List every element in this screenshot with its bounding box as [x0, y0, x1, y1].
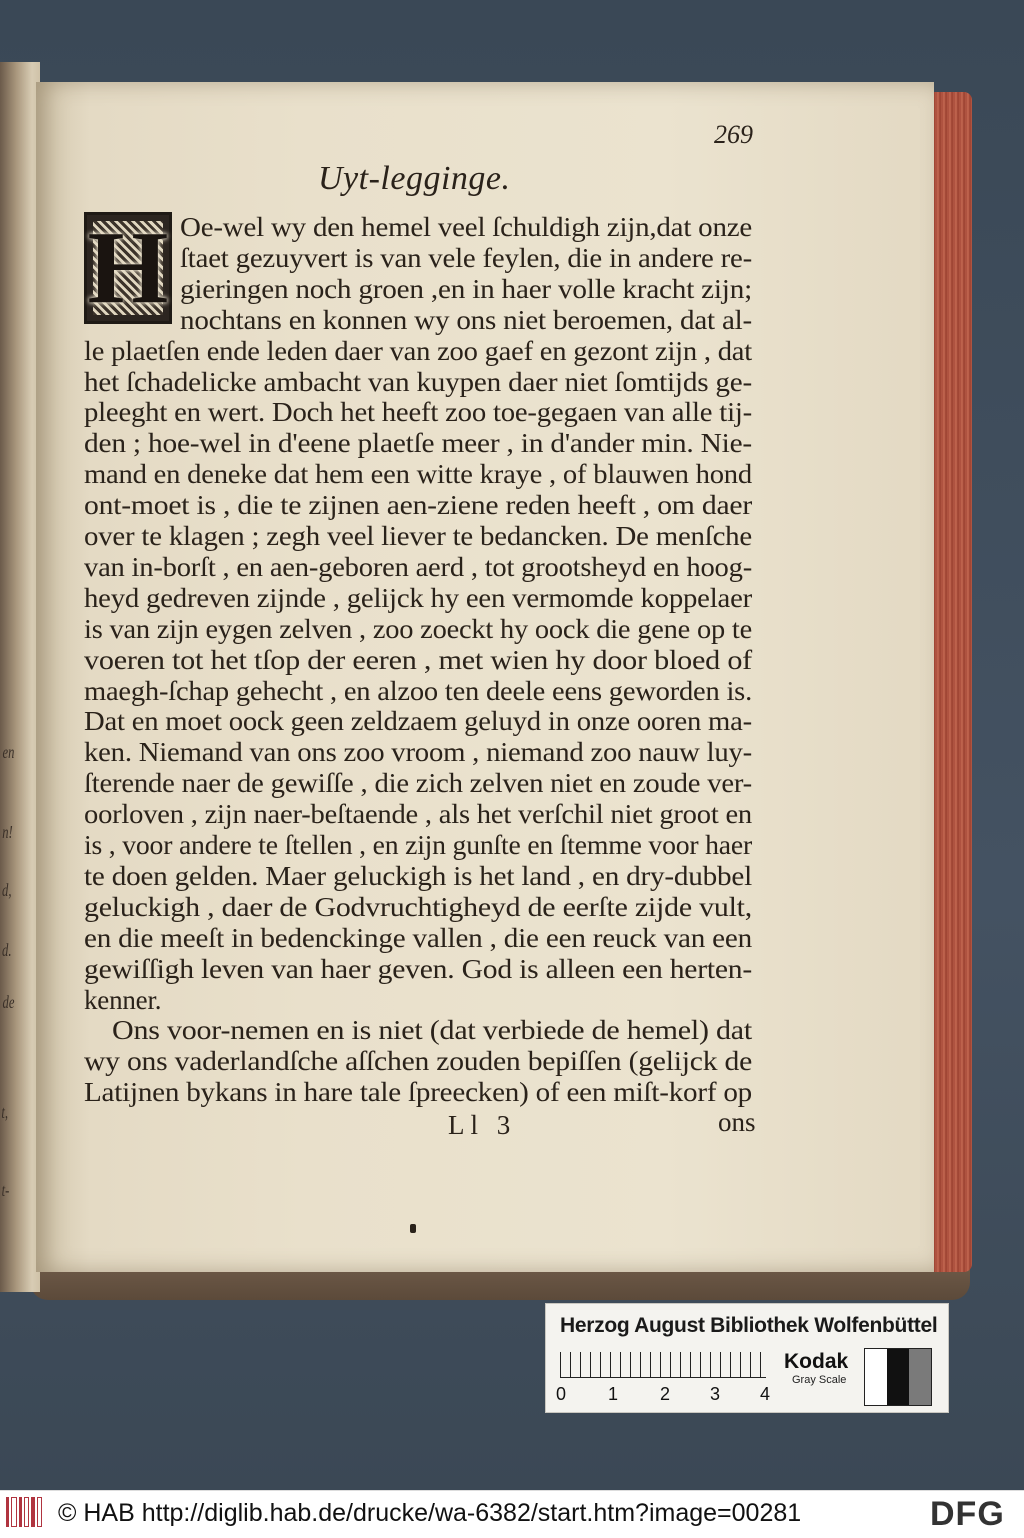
text-line: Dat en moet oock geen zeldzaem geluyd in onze ooren ma- — [84, 706, 752, 737]
scale-ruler — [560, 1352, 766, 1378]
text-line: is van zijn eygen zelven , zoo zoeckt hy oock die gene op te — [84, 613, 752, 644]
text-line: ken. Niemand van ons zoo vroom , niemand zoo nauw luy- — [84, 737, 752, 768]
text-line: Oe-wel wy den hemel veel ſchuldigh zijn,dat onze — [180, 212, 752, 242]
text-line: pleeght en wert. Doch het heeft zoo toe-gegaen van alle tij- — [84, 397, 753, 428]
text-line: gewiſſigh leven van haer geven. God is alleen een herten- — [84, 953, 752, 984]
text-line: over te klagen ; zegh veel liever te bedancken. De menſche — [84, 521, 752, 551]
kodak-subtitle: Gray Scale — [792, 1374, 847, 1386]
dfg-logo: DFG — [930, 1495, 1005, 1533]
ruler-number: 2 — [660, 1384, 671, 1404]
catchword: ons — [718, 1107, 756, 1137]
text-line: gieringen noch groen ,en in haer volle kracht zijn; — [180, 273, 752, 304]
gray-swatch — [909, 1349, 931, 1405]
text-line: maegh-ſchap gehecht , en alzoo ten deele eens geworden is. — [84, 675, 752, 706]
left-page-fragment: d. — [2, 940, 12, 960]
text-line: kenner. — [84, 984, 162, 1015]
text-line: het ſchadelicke ambacht van kuypen daer niet ſomtijds ge- — [84, 366, 752, 397]
text-line: ont-moet is , die te zijnen aen-ziene reden heeft , om daer — [84, 490, 753, 521]
text-line: mand en deneke dat hem een witte kraye , of blauwen hond — [84, 459, 752, 490]
text-line: le plaetſen ende leden daer van zoo gaef en gezont zijn , dat — [84, 335, 752, 366]
gray-swatch — [865, 1349, 887, 1405]
gray-scale-swatches — [864, 1348, 932, 1406]
page-edges — [930, 92, 972, 1272]
text-line: van in-borſt , en aen-geboren aerd , tot grootsheyd en hoog- — [84, 551, 752, 582]
gray-swatch — [887, 1349, 909, 1405]
text-line: is , voor andere te ſtellen , en zijn gunſte en ſtemme voor haer — [84, 830, 752, 860]
left-page-fragment: en — [2, 742, 15, 762]
text-line: geluckigh , daer de Godvruchtigheyd de eerſte zijde vult, — [84, 891, 752, 922]
text-line: den ; hoe-wel in d'eene plaetſe meer , in d'ander min. Nie- — [84, 428, 752, 459]
ink-speck — [410, 1224, 416, 1233]
kodak-brand: Kodak — [784, 1350, 849, 1373]
left-page-fragment: d, — [2, 880, 12, 900]
ruler-number: 1 — [608, 1384, 619, 1404]
ruler-number: 4 — [760, 1384, 771, 1404]
text-line: ſterende naer de gewiſſe , die zich zelven niet en zoude ver- — [84, 768, 752, 799]
ruler-number: 3 — [710, 1384, 721, 1404]
left-page-fragment: t- — [1, 1180, 10, 1200]
decorated-initial — [84, 212, 172, 324]
page-heading: Uyt-legginge. — [318, 160, 511, 197]
text-line: en die meeſt in bedenckinge vallen , die een reuck van een — [84, 922, 752, 953]
text-line: te doen gelden. Maer geluckigh is het land , en dry-dubbel — [84, 860, 752, 891]
signature-mark: Ll 3 — [448, 1110, 517, 1140]
left-page-fragment: t, — [1, 1102, 9, 1122]
text-line: voeren tot het tſop der eeren , met wien hy door bloed of — [84, 644, 752, 675]
left-page-fragment: n! — [2, 822, 13, 842]
footer-credit-link[interactable]: © HAB http://diglib.hab.de/drucke/wa-6382/start.htm?image=00281 — [58, 1499, 802, 1527]
text-line: Latijnen bykans in hare tale ſpreecken) of een miſt-korf op — [84, 1077, 753, 1108]
hab-logo-icon — [6, 1497, 42, 1527]
ruler-baseline — [560, 1377, 766, 1378]
library-label-card — [545, 1303, 949, 1413]
ruler-number: 0 — [556, 1384, 567, 1404]
left-page-fragment: de — [2, 992, 15, 1012]
page-number: 269 — [714, 120, 753, 149]
text-line: heyd gedreven zijnde , gelijck hy een vermomde koppelaer — [84, 582, 752, 613]
left-page-edge — [0, 62, 40, 1292]
text-line: wy ons vaderlandſche aſſchen zouden bepiſſen (gelijck de — [84, 1046, 752, 1077]
text-line: nochtans en konnen wy ons niet beroemen, dat al- — [180, 304, 752, 335]
text-line: oorloven , zijn naer-beſtaende , als het verſchil niet groot en — [84, 799, 752, 830]
text-line: ſtaet gezuyvert is van vele feylen, die in andere re- — [180, 242, 752, 273]
text-line: Ons voor-nemen en is niet (dat verbiede de hemel) dat — [112, 1015, 752, 1046]
initial-letter: H — [87, 210, 169, 325]
library-name: Herzog August Bibliothek Wolfenbüttel — [560, 1314, 938, 1337]
